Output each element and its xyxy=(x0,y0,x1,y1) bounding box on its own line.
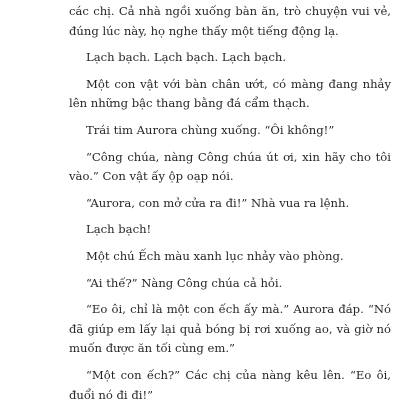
paragraph-sisters-cry: “Một con ếch?” Các chị của nàng kêu lên. “Eo ôi, đuổi nó đi đi!” xyxy=(69,367,391,400)
paragraph-sound: Lạch bạch. Lạch bạch. Lạch bạch. xyxy=(86,50,287,65)
paragraph-eldest-asks: “Ai thế?” Nàng Công chúa cả hỏi. xyxy=(86,275,283,290)
paragraph-aurora-worry: Trái tim Aurora chùng xuống. “Ôi không!” xyxy=(86,122,335,137)
paragraph-frog-enters: Một chú Ếch màu xanh lục nhảy vào phòng. xyxy=(86,248,344,263)
paragraph-king-order: “Aurora, con mở cửa ra đi!” Nhà vua ra lệnh. xyxy=(86,195,350,210)
paragraph-frog-plea: “Công chúa, nàng Công chúa út ơi, xin hãy cho tôi vào.” Con vật ấy ộp oạp nói. xyxy=(69,149,391,184)
story-text xyxy=(69,2,391,400)
paragraph-continuation: các chị. Cả nhà ngồi xuống bàn ăn, trò chuyện vui vẻ, đúng lúc này, họ nghe thấy một tiếng động lạ. xyxy=(69,4,391,38)
paragraph-hop: Lạch bạch! xyxy=(86,222,152,237)
paragraph-aurora-answers: “Eo ôi, chỉ là một con ếch ấy mà.” Aurora đáp. “Nó đã giúp em lấy lại quả bóng bị rơi xuống ao, và giờ nó muốn được ăn tối cùng em.” xyxy=(69,302,391,356)
paragraph-creature: Một con vật với bàn chân ướt, có màng đang nhảy lên những bậc thang bằng đá cẩm thạch. xyxy=(69,76,391,111)
